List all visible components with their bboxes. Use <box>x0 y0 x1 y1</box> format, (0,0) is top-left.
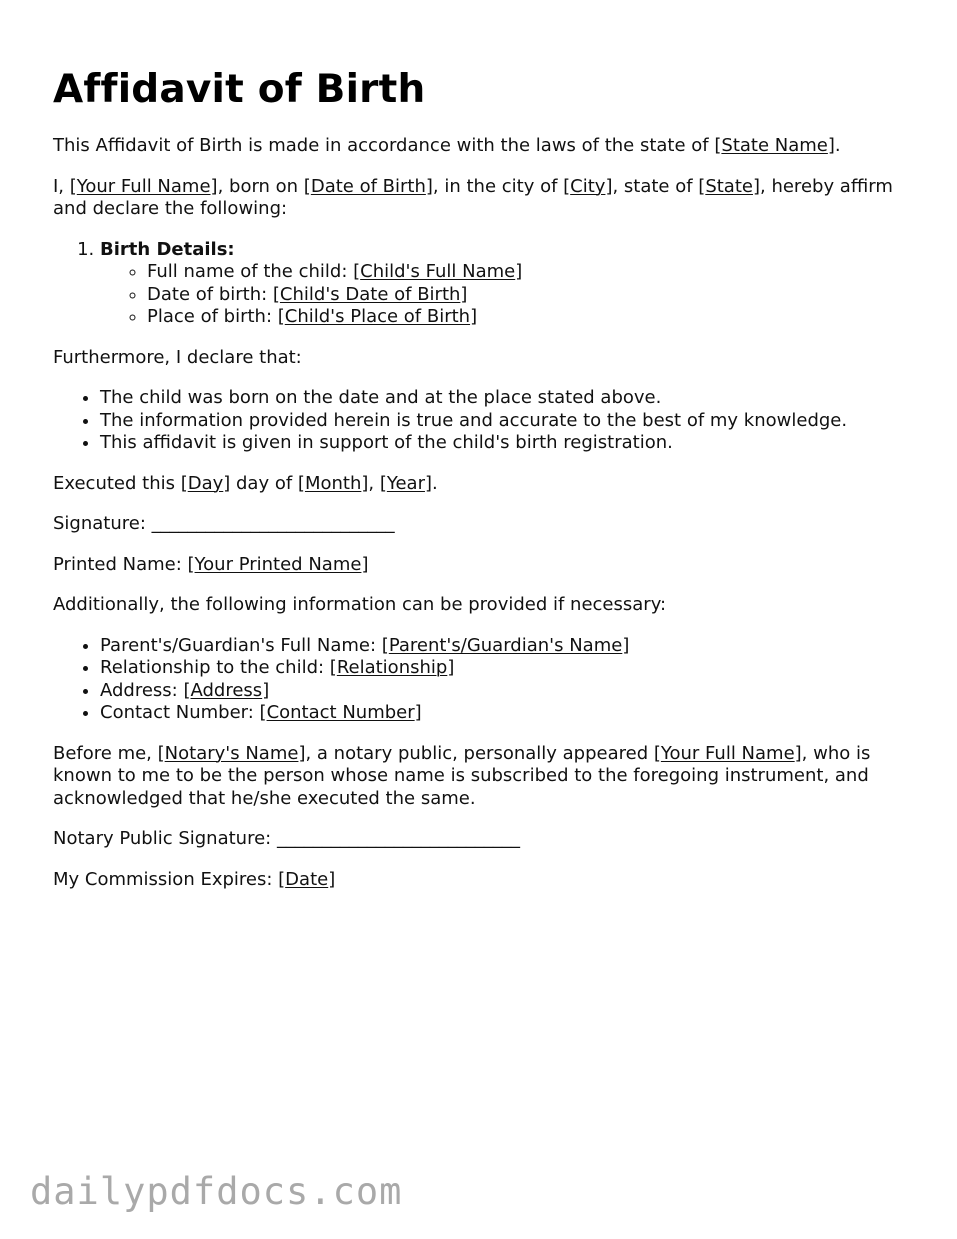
list-item: • Address: [Address] <box>100 680 913 703</box>
relationship-placeholder: Relationship <box>336 657 448 678</box>
appearer-name-placeholder: Your Full Name <box>660 742 795 764</box>
printed-name-line: Printed Name: [Your Printed Name] <box>53 553 369 575</box>
contact-number-placeholder: Contact Number <box>266 702 415 723</box>
list-item: ◦ Full name of the child: [Child's Full Name] <box>147 261 913 284</box>
childs-full-name-placeholder: Child's Full Name <box>360 261 516 282</box>
notary-paragraph: Before me, [Notary's Name], a notary public, personally appeared [Your Full Name], who is known to me to be the person whose name is subscribed to the foregoing instrument, and acknowledged that he/she executed the same. <box>53 742 871 809</box>
guardian-name-placeholder: Parent's/Guardian's Name <box>388 634 623 656</box>
birth-details-list <box>53 239 913 329</box>
address-placeholder: Address <box>190 679 263 701</box>
date-of-birth-placeholder: Date of Birth <box>310 175 426 197</box>
list-item: ◦ Date of birth: [Child's Date of Birth] <box>147 284 913 307</box>
your-full-name-placeholder: Your Full Name <box>76 175 211 197</box>
list-item: • Parent's/Guardian's Full Name: [Parent's/Guardian's Name] <box>100 635 913 658</box>
document-title: Affidavit of Birth <box>53 67 426 112</box>
site-watermark: dailypdfdocs.com <box>30 1170 403 1213</box>
declarations-list <box>53 387 913 455</box>
list-item: • Relationship to the child: [Relationship] <box>100 657 913 680</box>
list-item: ◦ Place of birth: [Child's Place of Birth] <box>147 306 913 329</box>
commission-expires-line: My Commission Expires: [Date] <box>53 868 336 890</box>
birth-details-item <box>100 239 913 329</box>
city-placeholder: City <box>570 175 606 197</box>
additional-info-list <box>53 635 913 725</box>
year-placeholder: Year <box>386 472 425 494</box>
printed-name-placeholder: Your Printed Name <box>194 553 362 575</box>
state-name-placeholder: State Name <box>721 135 828 156</box>
furthermore-paragraph: Furthermore, I declare that: <box>53 346 302 368</box>
childs-date-of-birth-placeholder: Child's Date of Birth <box>279 283 461 305</box>
list-item: • The information provided herein is true and accurate to the best of my knowledge. <box>100 410 913 433</box>
document-page <box>53 62 913 891</box>
signature-line: Signature: ___________________________ <box>53 513 395 534</box>
day-placeholder: Day <box>187 472 224 494</box>
list-item: • This affidavit is given in support of the child's birth registration. <box>100 432 913 455</box>
notary-signature-line: Notary Public Signature: ___________________________ <box>53 828 520 849</box>
affirmation-paragraph: I, [Your Full Name], born on [Date of Birth], in the city of [City], state of [State], hereby affirm and declare the following: <box>53 175 893 219</box>
month-placeholder: Month <box>304 472 362 494</box>
list-item: • Contact Number: [Contact Number] <box>100 702 913 725</box>
childs-place-of-birth-placeholder: Child's Place of Birth <box>284 306 471 327</box>
birth-details-heading: Birth Details: <box>100 238 235 260</box>
intro-paragraph: This Affidavit of Birth is made in accordance with the laws of the state of [State Name]. <box>53 135 841 156</box>
executed-paragraph: Executed this [Day] day of [Month], [Year]. <box>53 472 438 494</box>
state-placeholder: State <box>705 175 753 197</box>
birth-details-sublist <box>100 261 913 329</box>
list-item: • The child was born on the date and at the place stated above. <box>100 387 913 410</box>
additional-info-paragraph: Additionally, the following information can be provided if necessary: <box>53 594 667 615</box>
notary-name-placeholder: Notary's Name <box>164 742 299 764</box>
commission-date-placeholder: Date <box>285 868 329 890</box>
